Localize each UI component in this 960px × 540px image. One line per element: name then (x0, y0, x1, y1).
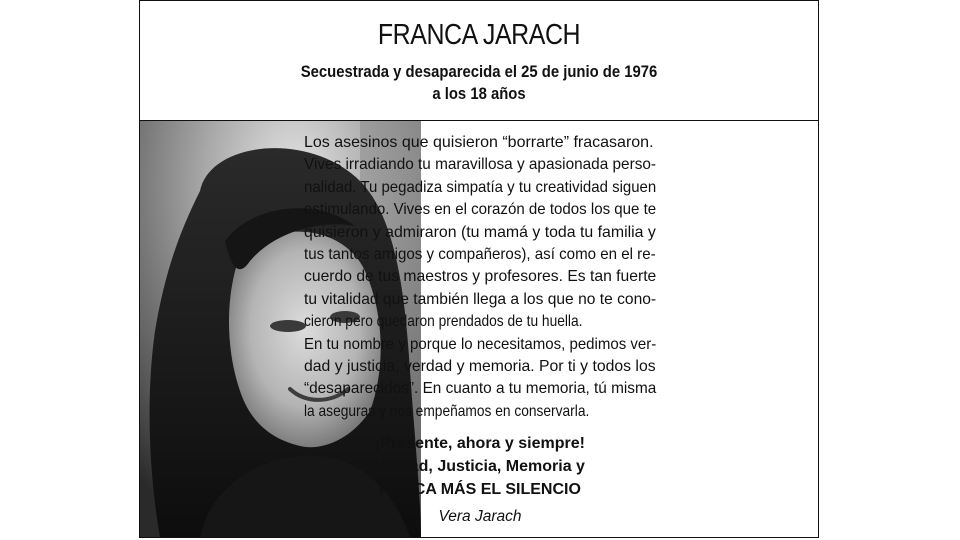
signature: Vera Jarach (438, 508, 522, 525)
closing-line-2: Verdad, Justicia, Memoria y (375, 458, 585, 475)
tribute-line: cieron pero quedaron prendados de tu huella. (304, 313, 583, 331)
closing-line-3: NUNCA MÁS EL SILENCIO (379, 481, 581, 498)
tribute-line: Vives irradiando tu maravillosa y apasionada perso- (304, 156, 657, 174)
tribute-line: nalidad. Tu pegadiza simpatía y tu creatividad siguen (304, 178, 657, 196)
tribute-line: tu vitalidad que también llega a los que no te cono- (304, 290, 657, 308)
tribute-line: quisieron y admiraron (tu mamá y toda tu familia y (304, 223, 656, 241)
tribute-line: Los asesinos que quisieron “borrarte” fracasaron. (304, 134, 654, 151)
tribute-line: cuerdo de tus maestros y profesores. Es tan fuerte (304, 268, 657, 286)
person-name: FRANCA JARACH (377, 19, 581, 51)
tribute-line: dad y justicia, verdad y memoria. Por ti y todos los (304, 357, 656, 375)
subtitle-line-1: Secuestrada y desaparecida el 25 de junio de 1976 (300, 63, 658, 81)
subtitle-line-2: a los 18 años (432, 85, 526, 103)
tribute-line: En tu nombre y porque lo necesitamos, pedimos ver- (304, 335, 657, 353)
tribute-line: la aseguras y nos empeñamos en conservarla. (304, 402, 590, 420)
tribute-line: estimulando. Vives en el corazón de todos los que te (304, 201, 657, 219)
tribute-text (304, 132, 656, 423)
tribute-paragraph (304, 132, 656, 423)
tribute-line: tus tantos amigos y compañeros), así como en el re- (304, 245, 656, 263)
notice-header (140, 1, 818, 121)
tribute-line: “desaparecidos”. En cuanto a tu memoria, tú misma (304, 380, 657, 398)
closing-line-1: ¡Presente, ahora y siempre! (375, 435, 585, 452)
